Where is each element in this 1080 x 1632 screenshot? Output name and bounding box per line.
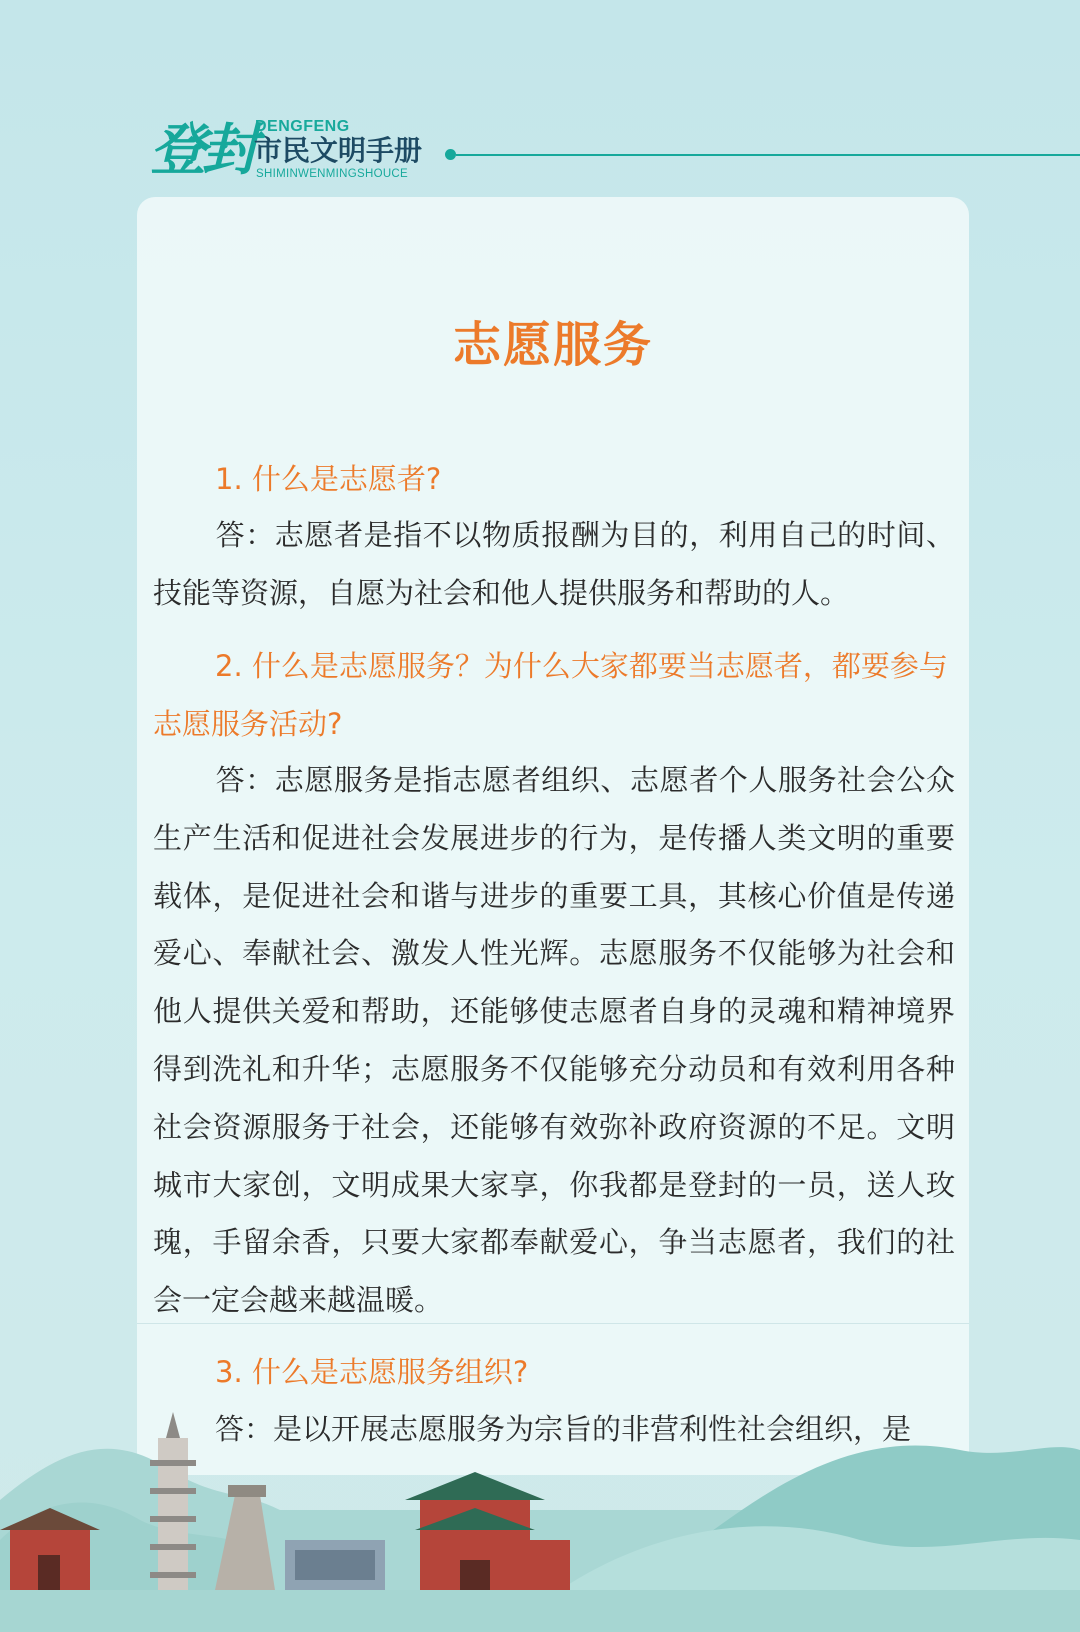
logo-calligraphy: 登封 bbox=[150, 117, 254, 183]
question-3: 3. 什么是志愿服务组织? bbox=[215, 1355, 529, 1389]
header-banner bbox=[0, 110, 1080, 190]
page-title: 志愿服务 bbox=[452, 317, 653, 373]
logo-en-subtitle: SHIMINWENMINGSHOUCE bbox=[256, 168, 409, 180]
header-dot bbox=[445, 149, 456, 160]
answer-3: 答：是以开展志愿服务为宗旨的非营利性社会组织，是 bbox=[215, 1412, 912, 1446]
answer-2: 答：志愿服务是指志愿者组织、志愿者个人服务社会公众生产生活和促进社会发展进步的行为，是传播人类文明的重要载体，是促进社会和谐与进步的重要工具，其核心价值是传递爱心、奉献社会、激发人性光辉。志愿服务不仅能够为社会和他人提供关爱和帮助，还能够使志愿者自身的灵魂和精神境界得到洗礼和升华；志愿服务不仅能够充分动员和有效利用各种社会资源服务于社会，还能够有效弥补政府资源的不足。文明城市大家创，文明成果大家享，你我都是登封的一员，送人玫瑰，手留余香，只要大家都奉献爱心，争当志愿者，我们的社会一定会越来越温暖。 bbox=[153, 763, 955, 1318]
logo-en-title: DENGFENG bbox=[255, 118, 350, 135]
modern-building-icon bbox=[285, 1540, 385, 1590]
question-1: 1. 什么是志愿者? bbox=[215, 462, 442, 496]
answer-1: 答：志愿者是指不以物质报酬为目的，利用自己的时间、技能等资源，自愿为社会和他人提供服务和帮助的人。 bbox=[153, 518, 955, 610]
landscape-illustration bbox=[0, 1390, 1080, 1632]
question-2: 2. 什么是志愿服务？为什么大家都要当志愿者，都要参与志愿服务活动? bbox=[153, 649, 948, 741]
logo-cn-title: 市民文明手册 bbox=[254, 134, 423, 167]
header-rule bbox=[456, 154, 1080, 156]
